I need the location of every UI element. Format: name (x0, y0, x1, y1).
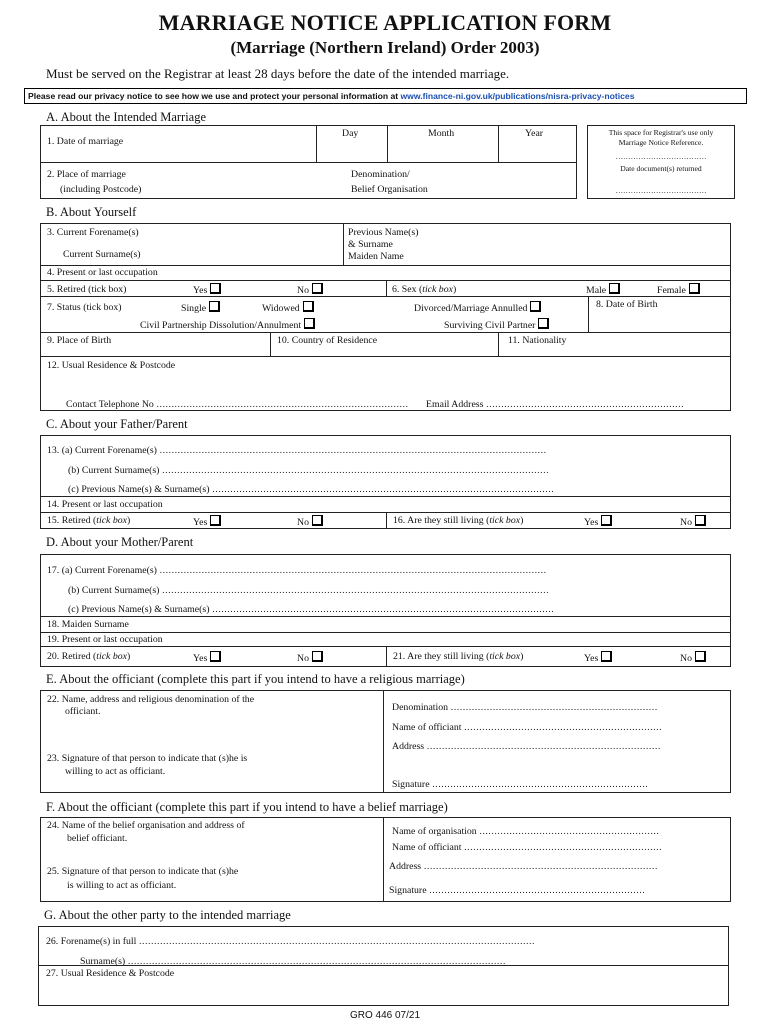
denomination-line: Denomination …………………………………………………………… (392, 702, 658, 713)
q13a-text: 13. (a) Current Forename(s) (47, 445, 157, 456)
q8-label: 8. Date of Birth (596, 299, 658, 310)
divider (40, 356, 731, 357)
no-label: No (297, 285, 309, 296)
form-title: MARRIAGE NOTICE APPLICATION FORM (158, 10, 612, 35)
checkbox[interactable] (538, 318, 549, 329)
male-option (586, 283, 620, 297)
q21-text: 21. Are they still living ( (393, 651, 490, 662)
registrar-date-line: ……………………………… (615, 186, 707, 195)
divider (588, 296, 589, 332)
denomination-text: Denomination (392, 702, 449, 713)
section-e-heading: E. About the officiant (complete this part if you intend to have a religious marriage) (46, 672, 465, 686)
q5-yes (193, 283, 221, 297)
divider (316, 125, 317, 162)
divider (383, 690, 384, 793)
q13a-label: 13. (a) Current Forename(s) ………………………………………………………………………………………………………………… (47, 445, 547, 456)
checkbox[interactable] (210, 651, 221, 662)
day-label: Day (342, 128, 359, 139)
divider (498, 332, 499, 356)
q2-label-sub: (including Postcode) (60, 184, 142, 195)
no-label: No (297, 517, 309, 528)
q13b-label: (b) Current Surname(s) ………………………………………………………………………………………………………………… (68, 465, 549, 476)
email-text: Email Address (426, 399, 484, 410)
belief-address-line: Address …………………………………………………………………… (389, 861, 658, 872)
other-surname-text: Surname(s) (80, 956, 126, 967)
form-code: GRO 446 07/21 (349, 1010, 421, 1021)
checkbox[interactable] (210, 283, 221, 294)
q13c-text: (c) Previous Name(s) & Surname(s) (68, 484, 210, 495)
q24-label: 24. Name of the belief organisation and address of (47, 820, 245, 831)
q13b-text: (b) Current Surname(s) (68, 465, 160, 476)
q21-label (393, 651, 523, 663)
yes-label: Yes (584, 517, 599, 528)
denomination-label: Denomination/ (351, 169, 410, 180)
q23-label: 23. Signature of that person to indicate that (s)he is (47, 753, 248, 764)
notice-text: Must be served on the Registrar at least 28 days before the date of the intended marriage. (46, 66, 510, 81)
organisation-text: Name of organisation (392, 826, 477, 837)
divider (498, 125, 499, 162)
belief-signature-line: Signature ……………………………………………………………… (389, 885, 645, 896)
divorced-option (414, 301, 541, 315)
q20-yes (193, 651, 221, 665)
female-label: Female (657, 285, 686, 296)
checkbox[interactable] (695, 515, 706, 526)
q6-label (392, 284, 456, 296)
divorced-label: Divorced/Marriage Annulled (414, 303, 528, 314)
q1-label: 1. Date of marriage (47, 136, 124, 147)
q13c-label: (c) Previous Name(s) & Surname(s) …………………………………………………………………………………………………… (68, 484, 554, 495)
belief-signature-text: Signature (389, 885, 427, 896)
organisation-line: Name of organisation …………………………………………………… (392, 826, 660, 837)
checkbox[interactable] (609, 283, 620, 294)
email-label: Email Address ………………………………………………………… (426, 399, 684, 410)
belief-officiant-line: Name of officiant ………………………………………………………… (392, 842, 662, 853)
divider (40, 632, 731, 633)
widowed-label: Widowed (262, 303, 300, 314)
q5-no (297, 283, 323, 297)
phone-label: Contact Telephone No ………………………………………………………………………… (66, 399, 409, 410)
widowed-option (262, 301, 314, 315)
q6-text: 6. Sex ( (392, 284, 423, 295)
q27-label: 27. Usual Residence & Postcode (46, 968, 175, 979)
checkbox[interactable] (312, 283, 323, 294)
divider (40, 162, 577, 163)
checkbox[interactable] (209, 301, 220, 312)
section-a-heading: A. About the Intended Marriage (46, 110, 207, 124)
q20-no (297, 651, 323, 665)
q16-close: ) (520, 515, 524, 526)
signature-line: Signature ……………………………………………………………… (392, 779, 648, 790)
signature-text: Signature (392, 779, 430, 790)
month-field[interactable] (389, 143, 497, 161)
previous-surname-label: & Surname (348, 239, 393, 250)
q16-label (393, 515, 523, 527)
q15-close: ) (127, 515, 131, 526)
previous-name-label: Previous Name(s) (348, 227, 419, 238)
belief-officiant-text: Name of officiant (392, 842, 462, 853)
checkbox[interactable] (601, 651, 612, 662)
q20-close: ) (127, 651, 131, 662)
civil-dissolution-label: Civil Partnership Dissolution/Annulment (140, 320, 302, 331)
checkbox[interactable] (689, 283, 700, 294)
q21-no (680, 651, 706, 665)
q9-label: 9. Place of Birth (47, 335, 112, 346)
q17b-text: (b) Current Surname(s) (68, 585, 160, 596)
q6-close: ) (452, 284, 457, 295)
q26-label: 26. Forename(s) in full …………………………………………………………………………………………………………………… (46, 936, 535, 947)
q2-label: 2. Place of marriage (47, 169, 126, 180)
divider (343, 223, 344, 265)
divider (40, 296, 731, 297)
checkbox[interactable] (312, 515, 323, 526)
officiant-name-text: Name of officiant (392, 722, 462, 733)
divider (386, 512, 387, 529)
q20-text: 20. Retired ( (47, 651, 97, 662)
no-label: No (297, 653, 309, 664)
checkbox[interactable] (304, 318, 315, 329)
single-option (181, 301, 220, 315)
divider (386, 646, 387, 667)
address-line: Address …………………………………………………………………… (392, 741, 661, 752)
registrar-date-label: Date document(s) returned (620, 164, 702, 173)
q17a-label: 17. (a) Current Forename(s) ………………………………………………………………………………………………………………… (47, 565, 547, 576)
section-g-heading: G. About the other party to the intended marriage (44, 908, 291, 922)
q11-label: 11. Nationality (508, 335, 567, 346)
registrar-ref-line: ……………………………… (615, 152, 707, 161)
surviving-partner-label: Surviving Civil Partner (444, 320, 536, 331)
q18-label: 18. Maiden Surname (47, 619, 129, 630)
year-field[interactable] (500, 143, 576, 161)
day-field[interactable] (318, 143, 386, 161)
q12-label: 12. Usual Residence & Postcode (47, 360, 176, 371)
q15-no (297, 515, 323, 529)
divider (387, 125, 388, 162)
surviving-partner-option (444, 318, 549, 332)
q16-text: 16. Are they still living ( (393, 515, 490, 526)
checkbox[interactable] (695, 651, 706, 662)
section-d-heading: D. About your Mother/Parent (46, 535, 194, 549)
single-label: Single (181, 303, 207, 314)
q15-tick-text: tick box (96, 515, 127, 526)
q4-label: 4. Present or last occupation (47, 267, 158, 278)
q5-label: 5. Retired (tick box) (47, 284, 127, 295)
month-label: Month (428, 128, 455, 139)
divider (40, 496, 731, 497)
q20-label (47, 651, 130, 663)
checkbox[interactable] (601, 515, 612, 526)
no-label: No (680, 517, 692, 528)
checkbox[interactable] (303, 301, 314, 312)
checkbox[interactable] (210, 515, 221, 526)
q21-tick-text: tick box (489, 651, 521, 662)
divider (270, 332, 271, 356)
year-label: Year (525, 128, 544, 139)
phone-text: Contact Telephone No (66, 399, 154, 410)
registrar-ref-label: Marriage Notice Reference. (618, 138, 704, 147)
q17b-label: (b) Current Surname(s) ………………………………………………………………………………………………………………… (68, 585, 549, 596)
q23-label-sub: willing to act as officiant. (65, 766, 166, 777)
divider (40, 616, 731, 617)
checkbox[interactable] (312, 651, 323, 662)
q19-label: 19. Present or last occupation (47, 634, 163, 645)
denomination-label-sub: Belief Organisation (351, 184, 428, 195)
privacy-text: Please read our privacy notice to see how we use and protect your personal information at (28, 91, 401, 101)
q3-label: 3. Current Forename(s) (47, 227, 139, 238)
q21-yes (584, 651, 612, 665)
q26-text: 26. Forename(s) in full (46, 936, 137, 947)
privacy-notice (24, 88, 747, 104)
q17c-label: (c) Previous Name(s) & Surname(s) …………………………………………………………………………………………………… (68, 604, 554, 615)
current-surname-label: Current Surname(s) (63, 249, 141, 260)
divider (38, 965, 729, 966)
q16-no (680, 515, 706, 529)
divider (40, 265, 731, 266)
q15-text: 15. Retired ( (47, 515, 97, 526)
officiant-name-line: Name of officiant ………………………………………………………… (392, 722, 662, 733)
other-surname-label: Surname(s) ……………………………………………………………………………………………………………… (80, 956, 506, 967)
q15-yes (193, 515, 221, 529)
q21-close: ) (520, 651, 524, 662)
no-label: No (680, 653, 692, 664)
divider (383, 817, 384, 902)
yes-label: Yes (193, 517, 208, 528)
q15-label (47, 515, 130, 527)
civil-dissolution-option (140, 318, 315, 332)
q25-label-sub: is willing to act as officiant. (67, 880, 177, 891)
q16-yes (584, 515, 612, 529)
belief-address-text: Address (389, 861, 422, 872)
address-text: Address (392, 741, 425, 752)
privacy-link[interactable]: www.finance-ni.gov.uk/publications/nisra-privacy-notices (400, 91, 635, 101)
female-option (657, 283, 700, 297)
yes-label: Yes (193, 653, 208, 664)
section-f-heading: F. About the officiant (complete this part if you intend to have a belief marriage) (46, 800, 448, 814)
yes-label: Yes (584, 653, 599, 664)
section-b-heading: B. About Yourself (46, 205, 137, 219)
yes-label: Yes (193, 285, 208, 296)
divider (40, 332, 731, 333)
q20-tick-text: tick box (96, 651, 127, 662)
section-c-heading: C. About your Father/Parent (46, 417, 188, 431)
q17a-text: 17. (a) Current Forename(s) (47, 565, 157, 576)
q17c-text: (c) Previous Name(s) & Surname(s) (68, 604, 210, 615)
q22-label: 22. Name, address and religious denomination of the (47, 694, 255, 705)
form-subtitle: (Marriage (Northern Ireland) Order 2003) (230, 38, 540, 57)
q14-label: 14. Present or last occupation (47, 499, 163, 510)
q7-label: 7. Status (tick box) (47, 302, 122, 313)
registrar-note: This space for Registrar's use only (608, 128, 714, 137)
q24-label-sub: belief officiant. (67, 833, 128, 844)
q25-label: 25. Signature of that person to indicate that (s)he (47, 866, 239, 877)
q10-label: 10. Country of Residence (277, 335, 378, 346)
maiden-name-label: Maiden Name (348, 251, 404, 262)
divider (386, 280, 387, 296)
q22-label-sub: officiant. (65, 706, 101, 717)
q6-tick-text: tick box (422, 284, 453, 295)
checkbox[interactable] (530, 301, 541, 312)
male-label: Male (586, 285, 607, 296)
q16-tick-text: tick box (489, 515, 521, 526)
